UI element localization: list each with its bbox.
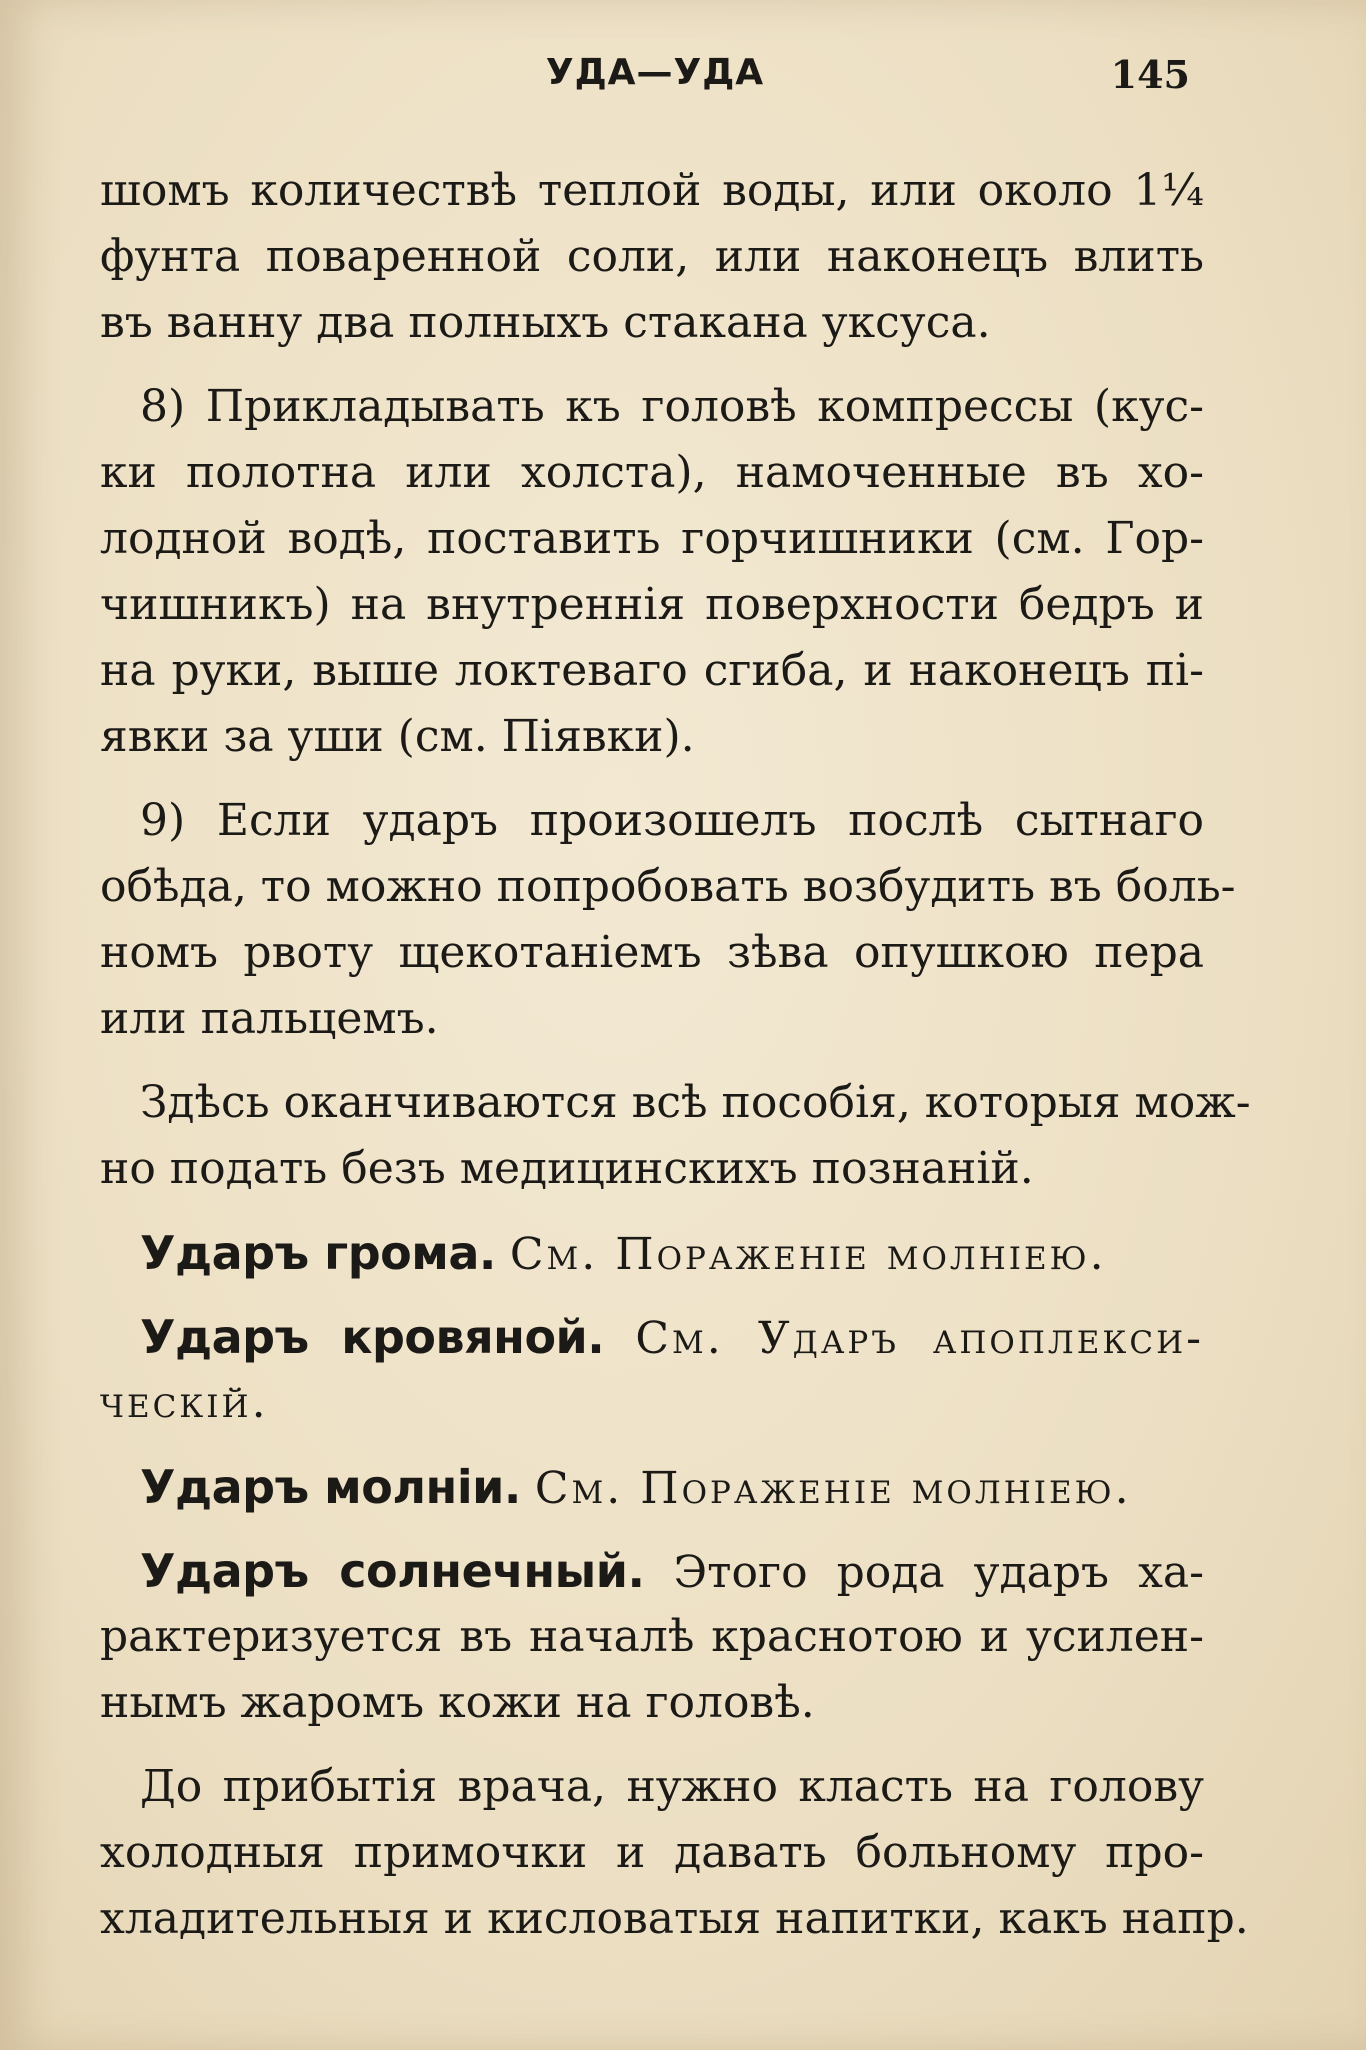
text-line: номъ рвоту щекотаніемъ зѣва опушкою пера	[100, 927, 1204, 978]
text-line: чишникъ) на внутреннія поверхности бедръ и	[100, 579, 1204, 630]
entry-headword: Ударъ молніи.	[140, 1460, 521, 1514]
text-line: но подать безъ медицинскихъ познаній.	[100, 1143, 1034, 1194]
text-line: хладительныя и кисловатыя напитки, какъ напр.	[100, 1893, 1249, 1944]
cross-reference-continuation: ческій.	[100, 1377, 269, 1428]
text-line: рактеризуется въ началѣ краснотою и усилен-	[100, 1611, 1204, 1662]
paragraph-treatment	[100, 1754, 1249, 1952]
running-head-title: УДА—УДА	[545, 52, 765, 93]
page-number: 145	[1110, 52, 1190, 97]
entry-udar-solnechny	[100, 1538, 1204, 1736]
entry-line	[100, 1304, 1204, 1370]
entry-line	[100, 1538, 1204, 1604]
text-line: Здѣсь оканчиваются всѣ пособія, которыя мож-	[140, 1077, 1251, 1128]
text-line: явки за уши (см. Піявки).	[100, 711, 695, 762]
text-line: на руки, выше локтеваго сгиба, и наконецъ пі-	[100, 645, 1204, 696]
text-line: или пальцемъ.	[100, 993, 439, 1044]
text-line: лодной водѣ, поставить горчишники (см. Гор-	[100, 513, 1204, 564]
text-line: холодныя примочки и давать больному про-	[100, 1827, 1204, 1878]
text-line: До прибытія врача, нужно класть на голову	[140, 1761, 1204, 1812]
text-line: нымъ жаромъ кожи на головѣ.	[100, 1677, 815, 1728]
entry-headword: Ударъ кровяной.	[140, 1310, 605, 1364]
cross-reference: См. Пораженіе молніею.	[509, 1229, 1107, 1280]
entry-udar-krovyanoy	[100, 1304, 1204, 1436]
paragraph-item-9	[100, 788, 1236, 1052]
entry-line	[100, 1220, 1204, 1286]
cross-reference: См. Ударъ апоплекси-	[635, 1313, 1204, 1364]
entry-udar-molnii	[100, 1454, 1204, 1520]
text-line: 8) Прикладывать къ головѣ компрессы (кус-	[140, 381, 1204, 432]
entry-headword: Ударъ солнечный.	[140, 1544, 645, 1598]
entry-line	[100, 1454, 1204, 1520]
paragraph-item-8	[100, 374, 1204, 770]
text-line: шомъ количествѣ теплой воды, или около 1¼	[100, 165, 1204, 216]
text-line: ки полотна или холста), намоченные въ хо-	[100, 447, 1204, 498]
text-line: въ ванну два полныхъ стакана уксуса.	[100, 297, 991, 348]
text-line: обѣда, то можно попробовать возбудить въ боль-	[100, 861, 1236, 912]
entry-udar-groma	[100, 1220, 1204, 1286]
paragraph-continuation	[100, 158, 1204, 356]
paragraph-conclusion	[100, 1070, 1251, 1202]
text-line: 9) Если ударъ произошелъ послѣ сытнаго	[140, 795, 1204, 846]
body-text	[100, 158, 1251, 1952]
entry-headword: Ударъ грома.	[140, 1226, 496, 1280]
entry-text: Этого рода ударъ ха-	[673, 1547, 1204, 1598]
cross-reference: См. Пораженіе молніею.	[534, 1463, 1132, 1514]
text-line: фунта поваренной соли, или наконецъ влить	[100, 231, 1204, 282]
running-head	[100, 52, 1210, 112]
